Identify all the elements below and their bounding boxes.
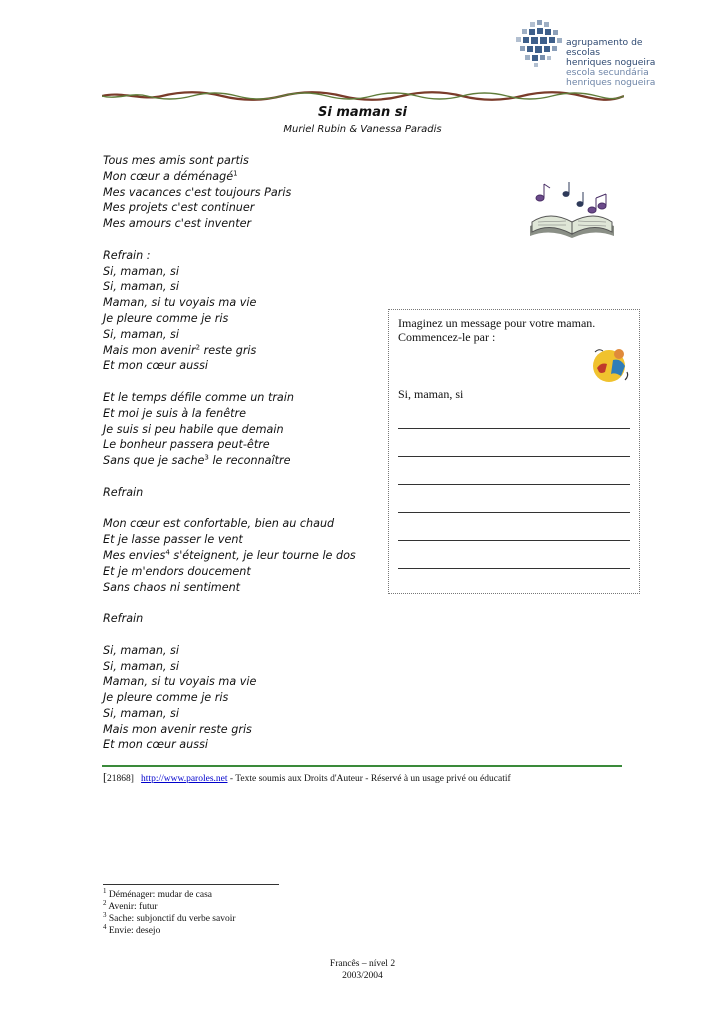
copyright-notice: - Texte soumis aux Droits d'Auteur - Réservé à un usage privé ou éducatif <box>227 774 511 784</box>
refrain-label: Refrain : <box>103 248 151 262</box>
logo-line: agrupamento de escolas <box>566 37 643 58</box>
lyric-line: Mais mon avenir reste gris <box>103 722 252 736</box>
green-divider <box>102 765 622 767</box>
message-start-text: Si, maman, si <box>398 387 464 401</box>
footnote: $^3$ Sache: subjonctif du verbe savoir <box>103 910 236 924</box>
refrain-label: Refrain <box>103 612 144 626</box>
exercise-prompt <box>398 316 634 344</box>
bracket: [ <box>103 770 107 784</box>
page-footer <box>0 958 725 982</box>
lyric-line: Et je lasse passer le vent <box>103 533 243 547</box>
source-id: 21868] <box>107 774 134 784</box>
lyric-line: Mais mon avenir$^2$ reste gris <box>103 342 257 357</box>
song-title: Si maman si <box>318 105 407 120</box>
footnote: $^1$ Déménager: mudar de casa <box>103 886 213 900</box>
lyric-line: Maman, si tu voyais ma vie <box>103 296 257 310</box>
logo-line: escola secundária <box>566 67 649 78</box>
music-book-icon <box>526 176 618 246</box>
writing-line[interactable] <box>398 484 630 485</box>
lyrics-block <box>103 153 356 753</box>
lyric-line: Mes envies$^4$ s'éteignent, je leur tourne le dos <box>103 548 356 562</box>
lyric-line: Sans que je sache$^3$ le reconnaître <box>103 453 291 468</box>
lyric-line: Et je m'endors doucement <box>103 564 251 578</box>
lyric-line: Mon cœur a déménagé$^1$ <box>103 169 238 183</box>
footnotes <box>103 886 236 937</box>
refrain-label: Refrain <box>103 485 144 499</box>
lyric-line: Et moi je suis à la fenêtre <box>103 406 246 420</box>
footnote-mark: 4 <box>165 548 170 557</box>
vine-divider <box>102 90 624 102</box>
prompt-line: Imaginez un message pour votre maman. <box>398 316 596 330</box>
lyric-line: Mes amours c'est inventer <box>103 217 252 231</box>
writing-line[interactable] <box>398 512 630 513</box>
writing-line[interactable] <box>398 540 630 541</box>
lyric-line: Mon cœur est confortable, bien au chaud <box>103 517 335 531</box>
lyric-line: Je pleure comme je ris <box>103 691 229 705</box>
footnote: $^2$ Avenir: futur <box>103 898 158 912</box>
lyric-line: Si, maman, si <box>103 659 179 673</box>
lyric-line: Mes projets c'est continuer <box>103 201 255 215</box>
lyric-line: Tous mes amis sont partis <box>103 154 249 167</box>
logo-text <box>566 38 668 88</box>
message-exercise-box <box>388 309 640 594</box>
lyric-line: Si, maman, si <box>103 327 179 341</box>
lyric-line: Si, maman, si <box>103 280 179 294</box>
footnote-mark: 3 <box>204 453 209 462</box>
writing-line[interactable] <box>398 428 630 429</box>
footnote-mark: 1 <box>233 169 238 178</box>
footer-course: Francês – nível 2 <box>329 959 396 969</box>
logo-line: henriques nogueira <box>566 77 656 88</box>
lyric-line: Et le temps défile comme un train <box>103 390 294 404</box>
song-authors: Muriel Rubin & Vanessa Paradis <box>283 124 442 135</box>
lyric-line: Si, maman, si <box>103 264 179 278</box>
lyric-line: Et mon cœur aussi <box>103 738 209 752</box>
writing-line[interactable] <box>398 568 630 569</box>
lyric-line: Maman, si tu voyais ma vie <box>103 675 257 689</box>
footnote: $^4$ Envie: desejo <box>103 922 161 936</box>
lyric-line: Mes vacances c'est toujours Paris <box>103 185 292 199</box>
logo-line: henriques nogueira <box>566 57 656 68</box>
prompt-line: Commencez-le par : <box>398 330 496 344</box>
phone-call-icon <box>591 342 631 384</box>
lyric-line: Si, maman, si <box>103 706 179 720</box>
lyric-line: Le bonheur passera peut-être <box>103 438 270 452</box>
lyric-line: Si, maman, si <box>103 643 179 657</box>
source-citation <box>103 770 511 785</box>
footnote-mark: 2 <box>195 342 201 351</box>
logo-mark-icon <box>508 16 568 72</box>
footnote-separator <box>103 884 279 885</box>
lyric-line: Et mon cœur aussi <box>103 359 209 373</box>
writing-line[interactable] <box>398 456 630 457</box>
school-logo <box>508 12 668 88</box>
lyric-line: Je suis si peu habile que demain <box>103 422 284 436</box>
lyric-line: Je pleure comme je ris <box>103 311 229 325</box>
source-link[interactable]: http://www.paroles.net <box>141 774 228 784</box>
lyric-line: Sans chaos ni sentiment <box>103 580 241 594</box>
footer-year: 2003/2004 <box>342 971 383 981</box>
